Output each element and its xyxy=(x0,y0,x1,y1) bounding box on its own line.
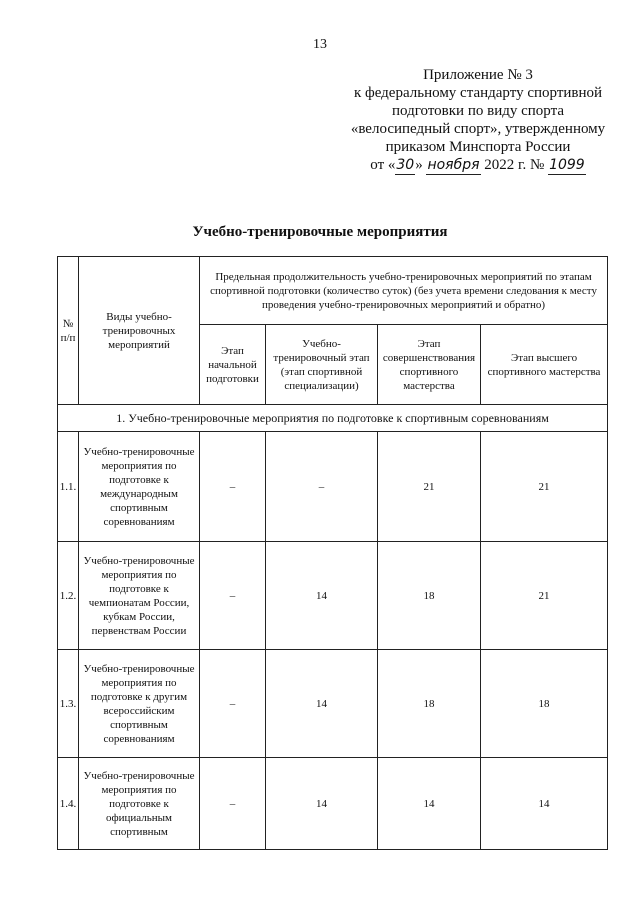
date-year: 2022 г. № xyxy=(484,157,545,173)
header-duration-group: Предельная продолжительность учебно-тренировочных мероприятий по этапам спортивной подготовки (количество суток) (без учета времени следования к месту проведения учебно-тренировочных мероприятий и обратно) xyxy=(200,257,608,325)
section-row xyxy=(58,405,608,432)
document-title: Учебно-тренировочные мероприятия xyxy=(192,224,448,240)
row-kind: Учебно-тренировочные мероприятия по подготовке к чемпионатам России, кубкам России, первенствам России xyxy=(79,542,200,650)
row-num: 1.4. xyxy=(58,758,79,850)
header-stage-3: Этап совершенствования спортивного мастерства xyxy=(378,325,481,405)
date-prefix: от « xyxy=(370,157,396,173)
row-num: 1.2. xyxy=(58,542,79,650)
page-number: 13 xyxy=(313,37,327,52)
date-day: 30 xyxy=(396,157,415,173)
appendix-line-1: Приложение № 3 xyxy=(423,67,533,83)
date-quote-close: » xyxy=(415,157,423,173)
row-stage-4: 18 xyxy=(481,650,608,758)
appendix-date-line xyxy=(340,156,616,175)
table-header-row xyxy=(58,257,608,325)
header-kind: Виды учебно-тренировочных мероприятий xyxy=(79,257,200,405)
row-kind: Учебно-тренировочные мероприятия по подготовке к официальным спортивным xyxy=(79,758,200,850)
row-stage-3: 18 xyxy=(378,650,481,758)
date-month: ноября xyxy=(427,157,480,173)
row-stage-2: – xyxy=(266,432,378,542)
events-table xyxy=(57,256,608,850)
appendix-line-3: подготовки по виду спорта xyxy=(392,103,564,119)
row-stage-1: – xyxy=(200,650,266,758)
row-stage-4: 21 xyxy=(481,432,608,542)
header-stage-2: Учебно-тренировочный этап (этап спортивной специализации) xyxy=(266,325,378,405)
row-stage-2: 14 xyxy=(266,542,378,650)
row-stage-3: 14 xyxy=(378,758,481,850)
row-num: 1.3. xyxy=(58,650,79,758)
row-num: 1.1. xyxy=(58,432,79,542)
table-row xyxy=(58,432,608,542)
order-number: 1099 xyxy=(549,157,585,173)
table-row xyxy=(58,758,608,850)
row-stage-1: – xyxy=(200,542,266,650)
section-title: 1. Учебно-тренировочные мероприятия по подготовке к спортивным соревнованиям xyxy=(58,405,608,432)
row-stage-3: 21 xyxy=(378,432,481,542)
row-stage-1: – xyxy=(200,758,266,850)
header-num: № п/п xyxy=(58,257,79,405)
header-stage-4: Этап высшего спортивного мастерства xyxy=(481,325,608,405)
row-stage-4: 14 xyxy=(481,758,608,850)
appendix-line-2: к федеральному стандарту спортивной xyxy=(353,85,603,101)
row-stage-1: – xyxy=(200,432,266,542)
appendix-line-5: приказом Минспорта России xyxy=(385,139,571,155)
appendix-line-4: «велосипедный спорт», утвержденному xyxy=(350,121,606,137)
row-kind: Учебно-тренировочные мероприятия по подготовке к международным спортивным соревнованиям xyxy=(79,432,200,542)
table-row xyxy=(58,542,608,650)
row-stage-3: 18 xyxy=(378,542,481,650)
header-stage-1: Этап начальной подготовки xyxy=(200,325,266,405)
row-stage-2: 14 xyxy=(266,650,378,758)
row-stage-2: 14 xyxy=(266,758,378,850)
appendix-block xyxy=(340,66,616,175)
row-stage-4: 21 xyxy=(481,542,608,650)
table-row xyxy=(58,650,608,758)
row-kind: Учебно-тренировочные мероприятия по подготовке к другим всероссийским спортивным соревнованиям xyxy=(79,650,200,758)
